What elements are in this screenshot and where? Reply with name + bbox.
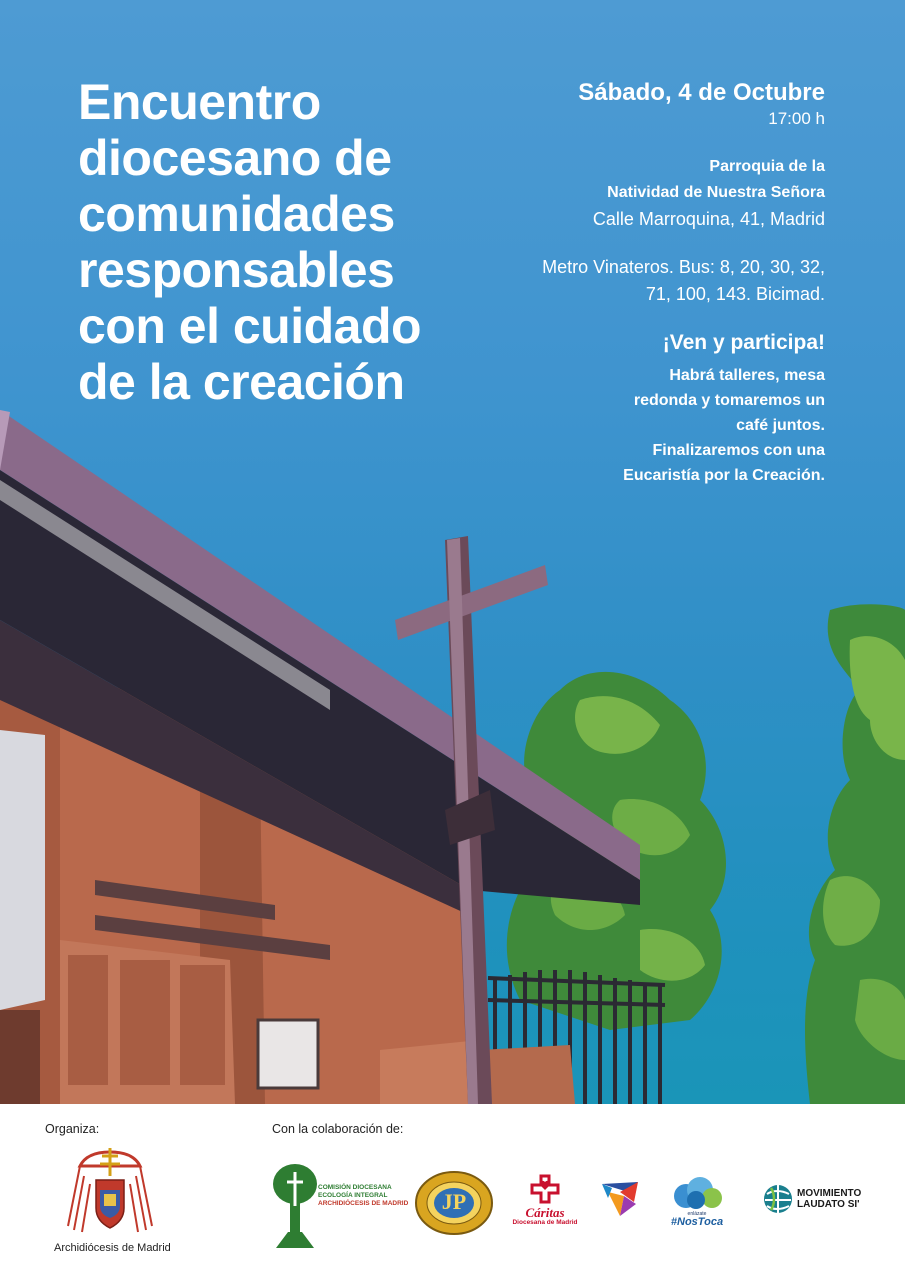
archdiocese-caption: Archidiócesis de Madrid — [54, 1242, 171, 1254]
event-time: 17:00 h — [768, 109, 825, 128]
caritas-cross-icon — [530, 1174, 560, 1204]
colorful-flame-logo-icon — [598, 1178, 642, 1218]
cta-description — [465, 363, 825, 488]
title-line: diocesano de — [78, 130, 392, 186]
laudato-globe-icon — [763, 1184, 793, 1214]
comision-line-1: COMISIÓN DIOCESANA — [318, 1184, 392, 1191]
event-title — [78, 74, 498, 410]
colaboracion-label: Con la colaboración de: — [272, 1122, 404, 1136]
nostoca-tag: #NosToca — [670, 1216, 724, 1228]
cta-heading: ¡Ven y participa! — [662, 331, 825, 354]
archdiocese-coat-of-arms-icon — [62, 1146, 158, 1238]
caritas-sub: Diocesana de Madrid — [512, 1219, 578, 1226]
comision-line-3: ARCHIDIÓCESIS DE MADRID — [318, 1200, 409, 1207]
cta-line: Eucaristía por la Creación. — [623, 467, 825, 484]
cta-line: Finalizaremos con una — [652, 442, 825, 459]
sponsors-footer — [0, 1104, 905, 1280]
event-date: Sábado, 4 de Octubre — [578, 79, 825, 106]
title-line: responsables — [78, 242, 395, 298]
organiza-label: Organiza: — [45, 1122, 100, 1136]
venue-line-2: Natividad de Nuestra Señora — [607, 184, 825, 201]
laudato-text — [797, 1188, 861, 1210]
cta-line: redonda y tomaremos un — [633, 392, 825, 409]
comision-line-2: ECOLOGÍA INTEGRAL — [318, 1192, 388, 1199]
jp-text: JP — [441, 1189, 467, 1214]
cta-line: Habrá talleres, mesa — [669, 367, 825, 384]
nostoca-cloud-icon — [668, 1176, 726, 1210]
comision-ecologia-tree-icon — [270, 1162, 320, 1250]
transport-line-1: Metro Vinateros. Bus: 8, 20, 30, 32, — [542, 257, 825, 277]
caritas-name: Cáritas — [525, 1205, 565, 1220]
laudato-line-2: LAUDATO SI' — [797, 1199, 860, 1210]
title-line: comunidades — [78, 186, 395, 242]
title-line: de la creación — [78, 354, 405, 410]
laudato-line-1: MOVIMIENTO — [797, 1188, 862, 1199]
transport-line-2: 71, 100, 143. Bicimad. — [645, 284, 825, 304]
title-line: Encuentro — [78, 74, 321, 130]
venue-line-1: Parroquia de la — [709, 158, 825, 175]
event-info — [465, 78, 825, 488]
tree-right-icon — [805, 604, 905, 1104]
nostoca-small: enlázate — [687, 1211, 707, 1217]
comision-text — [318, 1184, 408, 1208]
cta-line: café juntos. — [736, 417, 825, 434]
title-line: con el cuidado — [78, 298, 422, 354]
venue-address: Calle Marroquina, 41, Madrid — [592, 209, 825, 229]
